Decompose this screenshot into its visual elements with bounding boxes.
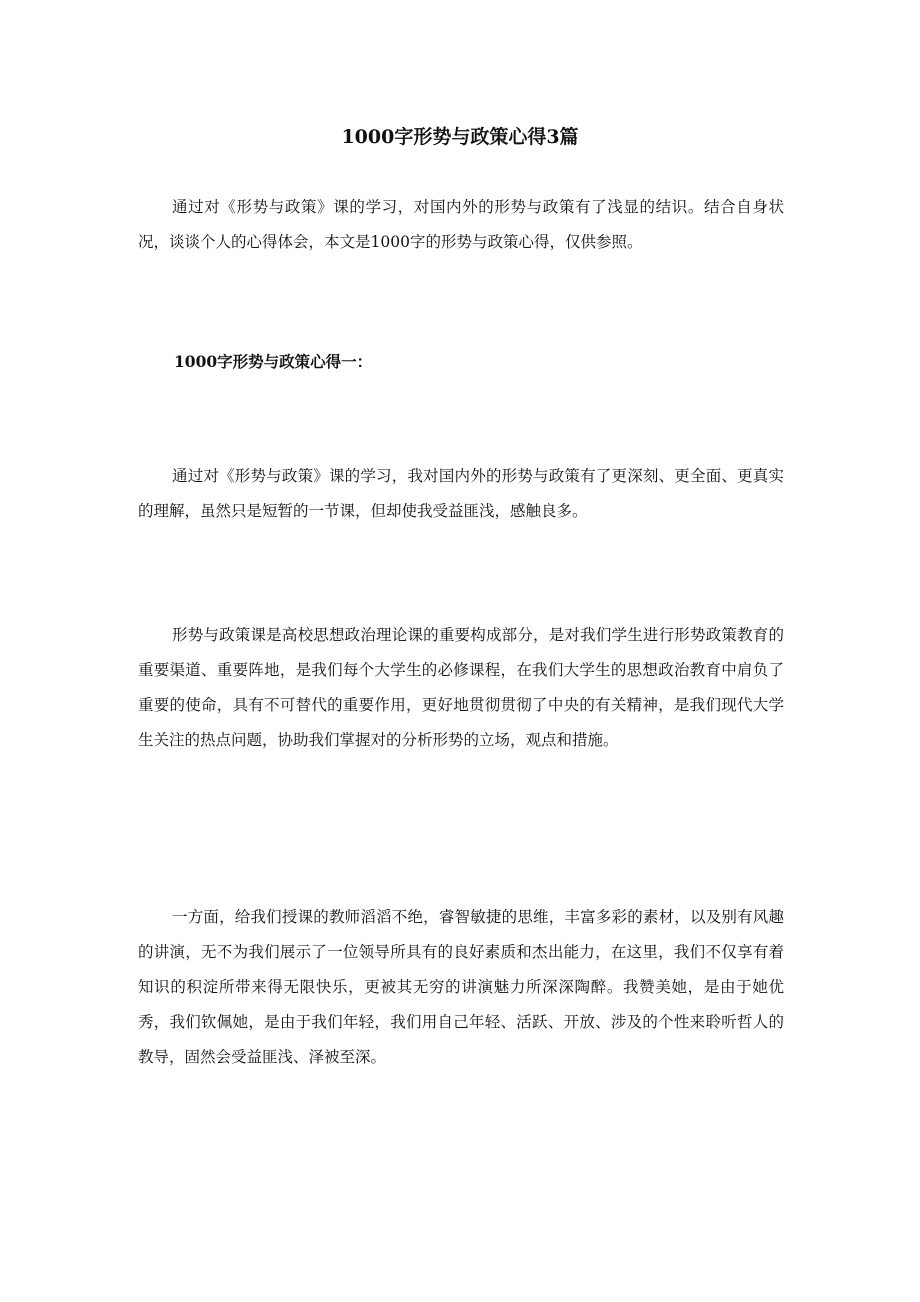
document-title: 1000字形势与政策心得3篇 [341, 126, 579, 148]
section-one-paragraph-2: 形势与政策课是高校思想政治理论课的重要构成部分，是对我们学生进行形势政策教育的重要渠道、重要阵地，是我们每个大学生的必修课程，在我们大学生的思想政治教育中肩负了重要的使命，具有不可替代的重要作用，更好地贯彻贯彻了中央的有关精神，是我们现代大学生关注的热点问题，协助我们掌握对的分析形势的立场，观点和措施。 [138, 626, 784, 749]
intro-paragraph: 通过对《形势与政策》课的学习，对国内外的形势与政策有了浅显的结识。结合自身状况，谈谈个人的心得体会，本文是1000字的形势与政策心得，仅供参照。 [138, 198, 784, 251]
section-one-paragraph-1: 通过对《形势与政策》课的学习，我对国内外的形势与政策有了更深刻、更全面、更真实的理解，虽然只是短暂的一节课，但却使我受益匪浅，感触良多。 [138, 467, 784, 520]
section-one-heading: 1000字形势与政策心得一： [174, 352, 373, 371]
section-one-paragraph-3: 一方面，给我们授课的教师滔滔不绝，睿智敏捷的思维，丰富多彩的素材，以及别有风趣的讲演，无不为我们展示了一位领导所具有的良好素质和杰出能力，在这里，我们不仅享有着知识的积淀所带来得无限快乐，更被其无穷的讲演魅力所深深陶醉。我赞美她，是由于她优秀，我们钦佩她，是由于我们年轻，我们用自己年轻、活跃、开放、涉及的个性来聆听哲人的教导，固然会受益匪浅、泽被至深。 [138, 908, 784, 1066]
